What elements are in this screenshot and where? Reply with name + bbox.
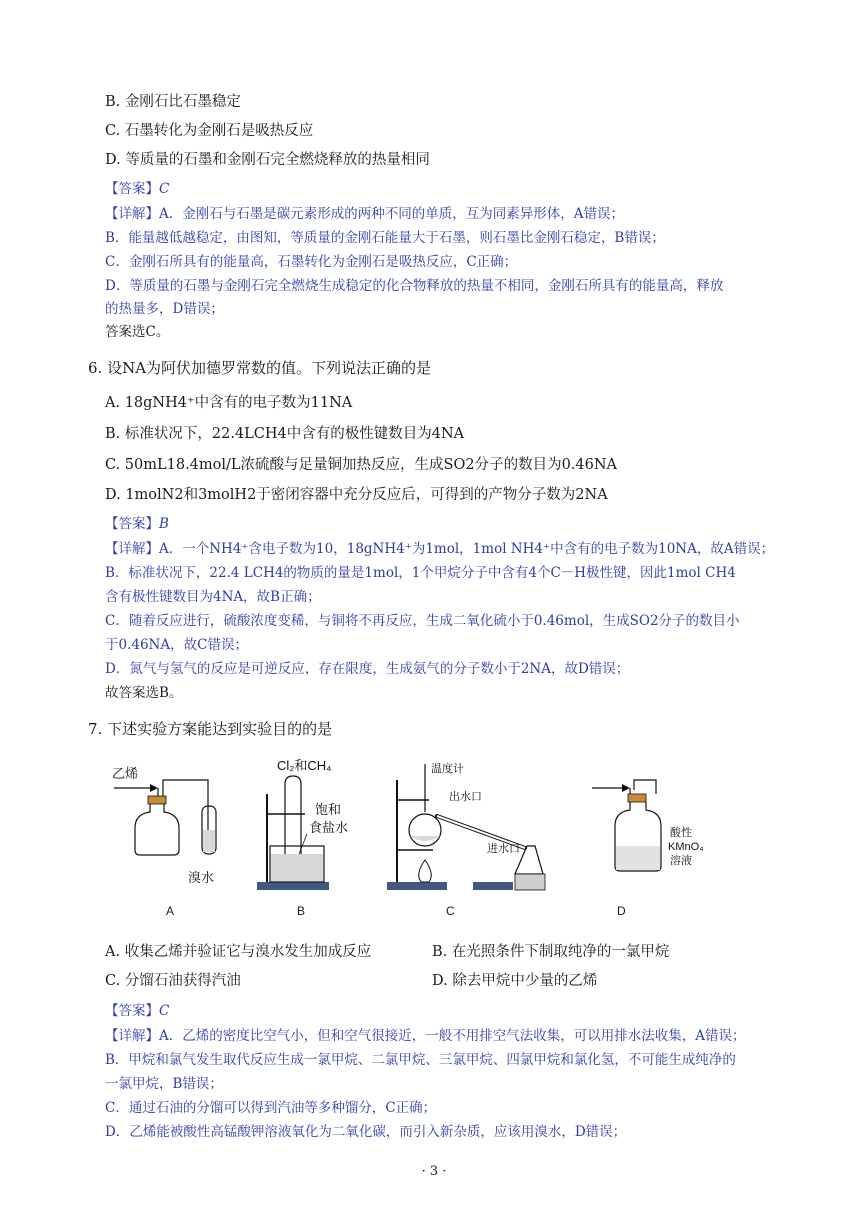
- q5-option-d: D. 等质量的石墨和金刚石完全燃烧释放的热量相同: [105, 152, 430, 168]
- apparatus-c-figure: [385, 750, 560, 900]
- q5-detail-line: C．金刚石所具有的能量高，石墨转化为金刚石是吸热反应，C正确；: [105, 254, 518, 270]
- q7-detail-line: B．甲烷和氯气发生取代反应生成一氯甲烷、二氯甲烷、三氯甲烷、四氯甲烷和氯化氢，不可能生成纯净的: [105, 1052, 736, 1068]
- figure-label: KMnO₄: [668, 841, 704, 853]
- figure-label: 进水口: [487, 843, 520, 855]
- q6-detail-line: D．氮气与氢气的反应是可逆反应，存在限度，生成氨气的分子数小于2NA，故D错误；: [105, 661, 630, 677]
- q7-stem: 7. 下述实验方案能达到实验目的的是: [88, 720, 333, 738]
- figure-label: 饱和: [315, 802, 342, 817]
- q7-option-b: B. 在光照条件下制取纯净的一氯甲烷: [432, 944, 670, 960]
- q6-detail-line: C．随着反应进行，硫酸浓度变稀，与铜将不再反应，生成二氧化硫小于0.46mol，生成SO2分子的数目小: [105, 613, 740, 629]
- figure-label: Cl₂和CH₄: [277, 758, 332, 773]
- figure-caption-b: B: [297, 904, 306, 918]
- apparatus-d-figure: [590, 750, 720, 900]
- q5-option-c: C. 石墨转化为金刚石是吸热反应: [105, 123, 314, 139]
- q6-option-b: B. 标准状况下，22.4LCH4中含有的极性键数目为4NA: [105, 426, 465, 442]
- figure-caption-d: D: [617, 904, 626, 918]
- answer-value: C: [159, 1003, 170, 1019]
- page-number: · 3 ·: [421, 1164, 447, 1179]
- q7-detail-line: C．通过石油的分馏可以得到汽油等多种馏分，C正确；: [105, 1100, 437, 1116]
- q7-detail-line: 【详解】A．乙烯的密度比空气小，但和空气很接近，一般不用排空气法收集，可以用排水法收集，A错误；: [105, 1028, 746, 1044]
- q6-detail-line: B．标准状况下，22.4 LCH4的物质的量是1mol，1个甲烷分子中含有4个C－H极性键，因此1mol CH4: [105, 565, 736, 581]
- answer-value: B: [159, 516, 169, 532]
- answer-tag: 【答案】: [105, 1003, 159, 1019]
- figure-label: 温度计: [431, 763, 464, 775]
- q6-stem: 6. 设NA为阿伏加德罗常数的值。下列说法正确的是: [88, 359, 432, 377]
- figure-caption-a: A: [166, 904, 175, 918]
- q6-option-a: A. 18gNH4⁺中含有的电子数为11NA: [105, 395, 353, 411]
- q6-option-d: D. 1molN2和3molH2于密闭容器中充分反应后，可得到的产物分子数为2NA: [105, 487, 608, 503]
- apparatus-b-figure: [255, 750, 365, 900]
- q6-detail-line: 于0.46NA，故C错误；: [105, 637, 248, 653]
- q5-detail-line: 答案选C。: [105, 324, 170, 340]
- q6-detail-line: 【详解】A．一个NH4⁺含电子数为10，18gNH4⁺为1mol，1mol NH4⁺中含有的电子数为10NA，故A错误；: [105, 541, 775, 557]
- figure-label: 溶液: [670, 855, 692, 867]
- q6-detail-line: 故答案选B。: [105, 685, 183, 701]
- figure-label: 乙烯: [112, 766, 139, 781]
- answer-tag: 【答案】: [105, 516, 159, 532]
- figure-label: 出水口: [449, 791, 482, 803]
- answer-value: C: [159, 181, 170, 197]
- figure-label: 酸性: [670, 827, 692, 839]
- q5-answer: [105, 179, 169, 199]
- apparatus-a-figure: [110, 750, 230, 900]
- q6-answer: [105, 514, 169, 534]
- q7-detail-line: 一氯甲烷，B错误；: [105, 1076, 223, 1092]
- figure-label: 溴水: [188, 870, 215, 885]
- q5-detail-line: 【详解】A．金刚石与石墨是碳元素形成的两种不同的单质，互为同素异形体，A错误；: [105, 206, 624, 222]
- figure-caption-c: C: [446, 904, 455, 918]
- q7-option-a: A. 收集乙烯并验证它与溴水发生加成反应: [105, 944, 372, 960]
- q7-option-c: C. 分馏石油获得汽油: [105, 973, 241, 989]
- q5-detail-line: 的热量多，D错误；: [105, 301, 224, 317]
- q7-answer: [105, 1001, 169, 1021]
- q5-detail-line: B．能量越低越稳定，由图知，等质量的金刚石能量大于石墨，则石墨比金刚石稳定，B错误；: [105, 230, 665, 246]
- q6-option-c: C. 50mL18.4mol/L浓硫酸与足量铜加热反应，生成SO2分子的数目为0.46NA: [105, 457, 618, 473]
- q7-option-d: D. 除去甲烷中少量的乙烯: [432, 973, 598, 989]
- q6-detail-line: 含有极性键数目为4NA，故B正确；: [105, 589, 321, 605]
- answer-tag: 【答案】: [105, 181, 159, 197]
- q5-detail-line: D．等质量的石墨与金刚石完全燃烧生成稳定的化合物释放的热量不相同，金刚石所具有的能量高，释放: [105, 278, 724, 294]
- q7-detail-line: D．乙烯能被酸性高锰酸钾溶液氧化为二氧化碳，而引入新杂质，应该用溴水，D错误；: [105, 1124, 627, 1140]
- q5-option-b: B. 金刚石比石墨稳定: [105, 94, 241, 110]
- figure-label: 食盐水: [309, 820, 349, 835]
